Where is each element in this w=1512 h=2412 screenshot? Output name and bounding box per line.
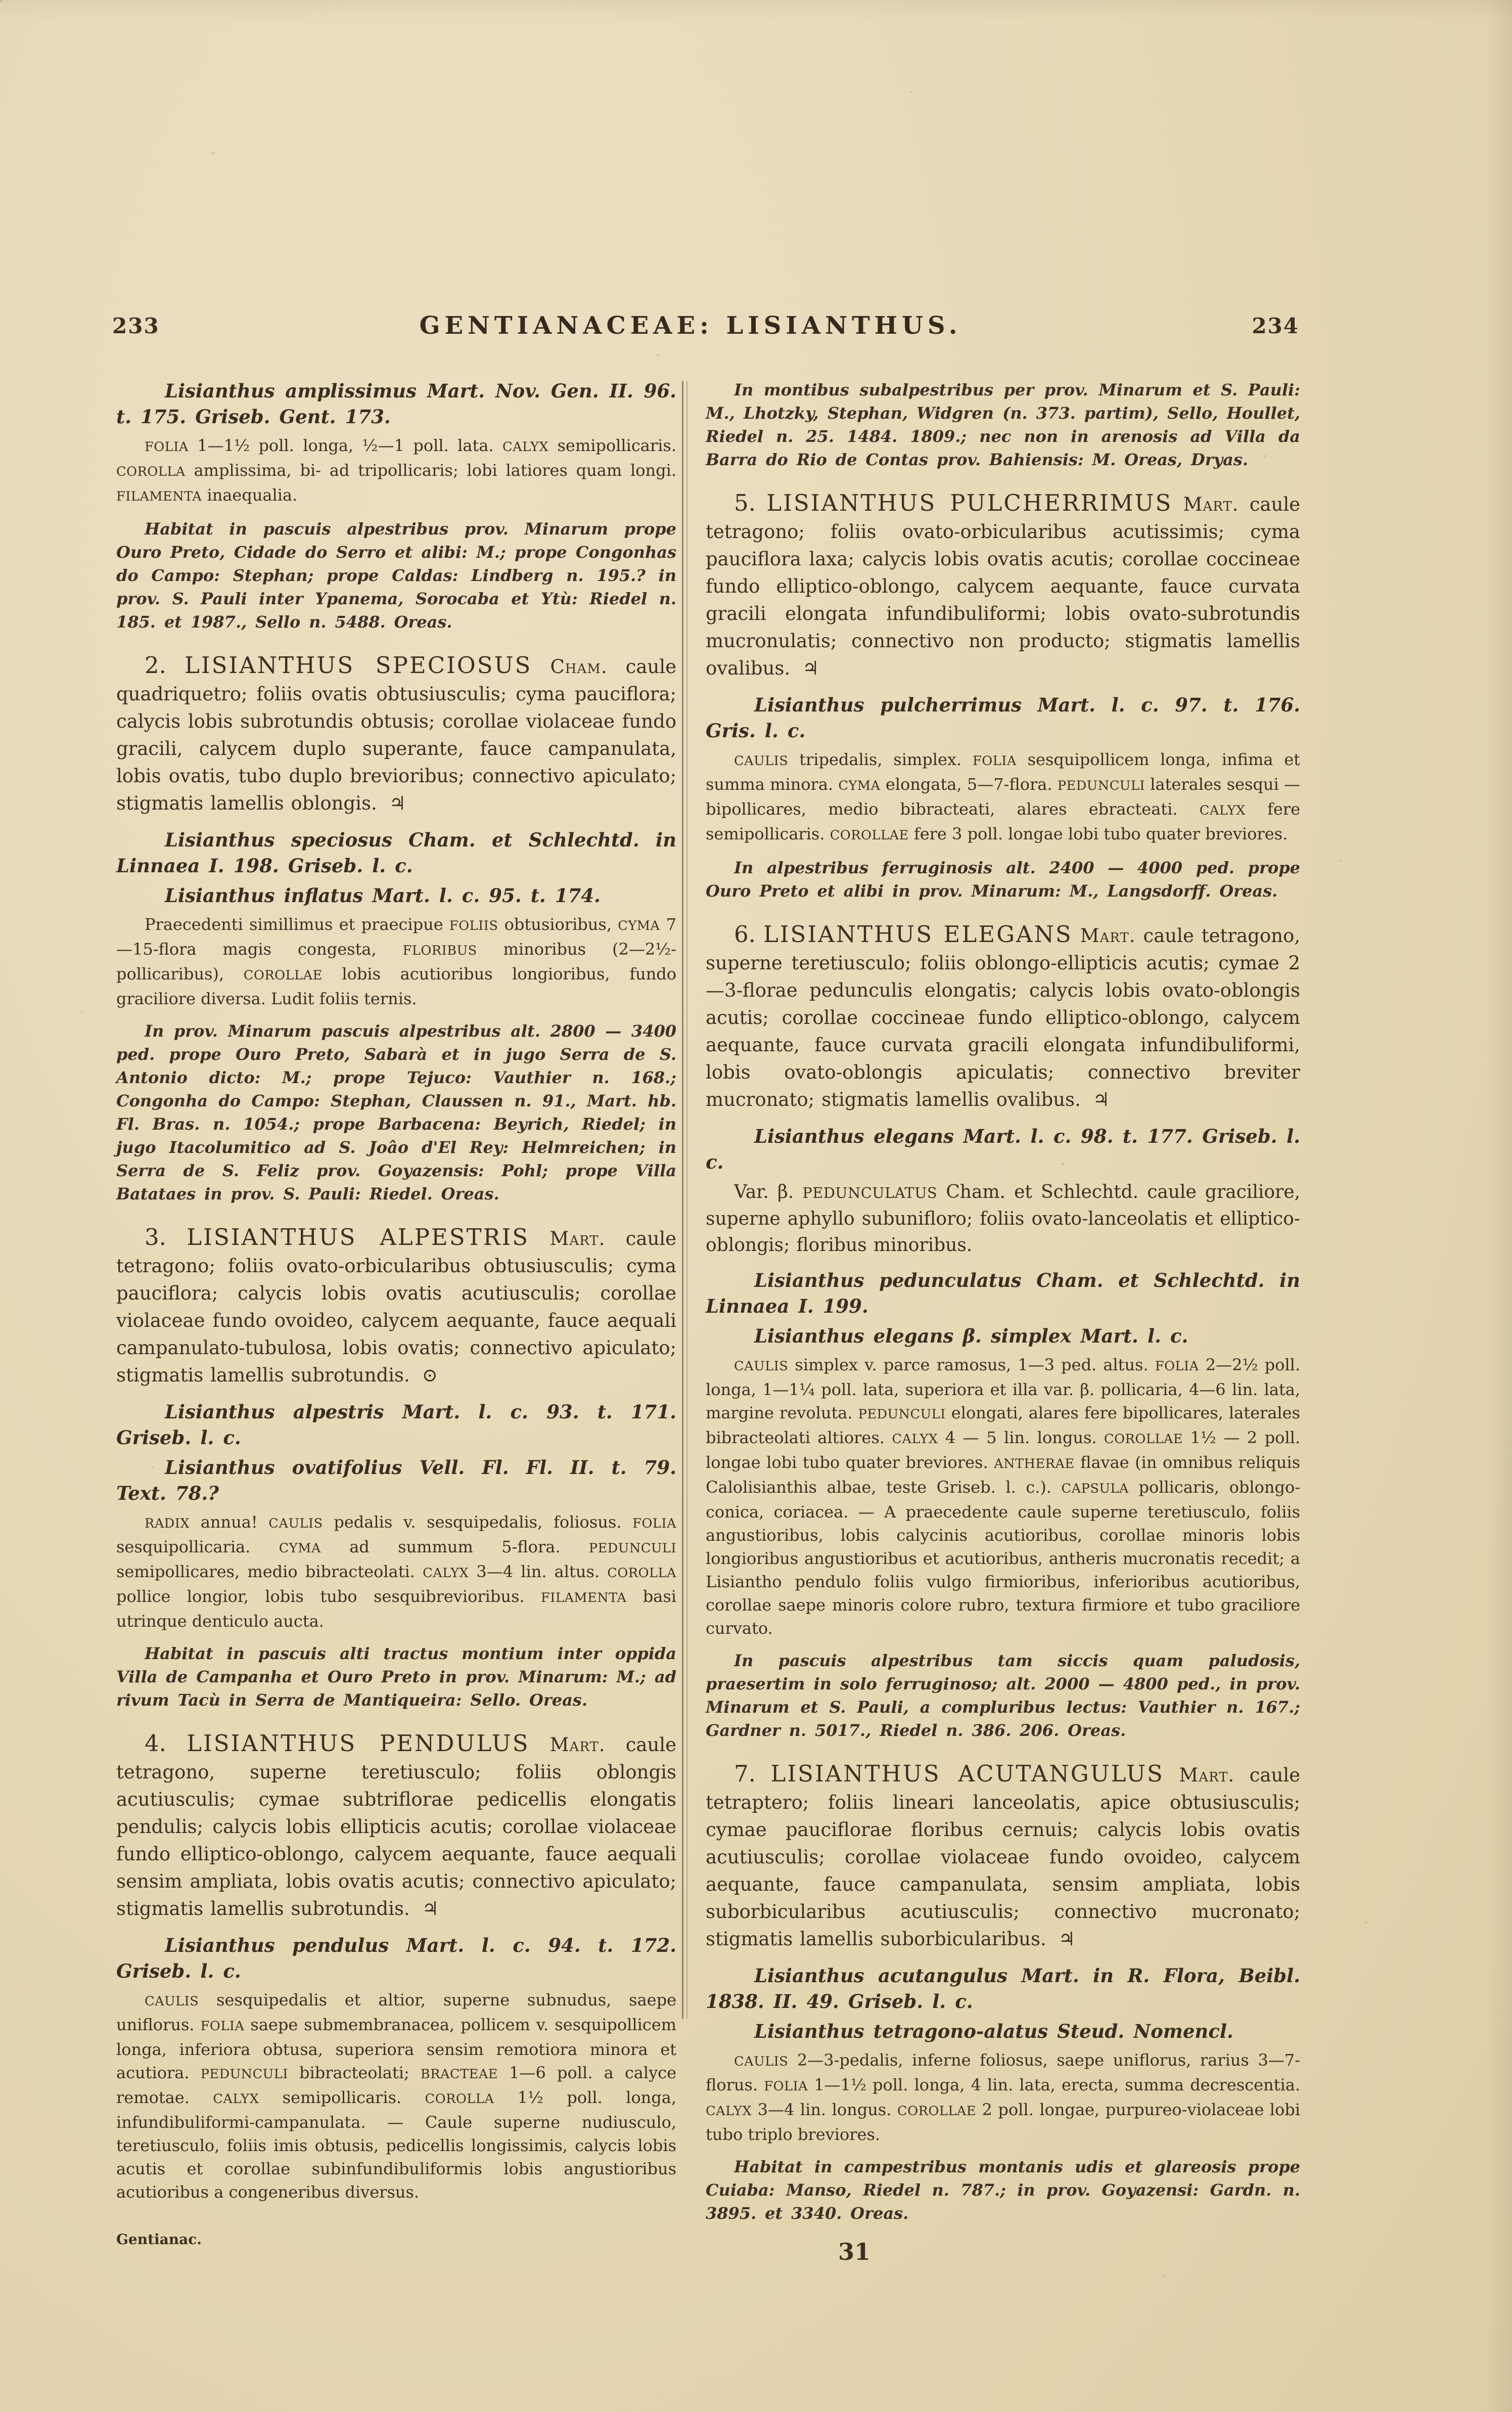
scan-edge-shadow bbox=[1477, 0, 1512, 2412]
small-caps-term: FOLIA bbox=[1155, 1359, 1199, 1374]
synonym-reference: Lisianthus elegans Mart. l. c. 98. t. 177. Griseb. l. c. bbox=[706, 1125, 1300, 1173]
small-caps-term: CYMA bbox=[618, 918, 660, 933]
synonym-reference: Lisianthus speciosus Cham. et Schlechtd. in Linnaea I. 198. Griseb. l. c. bbox=[116, 829, 676, 877]
small-caps-term: COROLLA bbox=[116, 464, 186, 479]
description-paragraph: FOLIA 1—1½ poll. longa, ½—1 poll. lata. CALYX semipollicaris. COROLLA amplissima, bi- ad tripollicaris; lobi latiores quam longi. FILAMENTA inaequalia. bbox=[116, 436, 677, 505]
species-heading bbox=[116, 1224, 676, 1389]
synonym-reference: Lisianthus elegans β. simplex Mart. l. c. bbox=[754, 1325, 1188, 1347]
synonym-reference: Lisianthus pulcherrimus Mart. l. c. 97. t. 176. Gris. l. c. bbox=[706, 694, 1300, 742]
small-caps-term: CYMA bbox=[279, 1541, 321, 1556]
sp-num: 5. bbox=[734, 489, 756, 516]
right-text-column bbox=[706, 378, 1300, 2265]
left-text-column bbox=[116, 378, 676, 2248]
species-heading bbox=[706, 921, 1300, 1113]
small-caps-term: PEDUNCULI bbox=[1057, 778, 1145, 793]
synonym-reference: Lisianthus tetragono-alatus Steud. Nomencl. bbox=[754, 2020, 1233, 2042]
small-caps-term: COROLLA bbox=[607, 1566, 677, 1581]
habitat-paragraph: Habitat in pascuis alti tractus montium inter oppida Villa de Campanha et Ouro Preto in prov. Minarum: M.; ad rivum Tacù in Serra de Mantiqueira: Sello. Oreas. bbox=[116, 1644, 676, 1710]
sp-text: caule tetragono; foliis ovato-orbicularibus acutissimis; cyma pauciflora laxa; calycis lobis ovatis acutis; corollae coccineae fundo elliptico-oblongo, calycem aequante, fauce curvata gracili elongata infundibuliformi; lobis ovato-subrotundis mucronulatis; connectivo non producto; stigmatis lamellis ovalibus. bbox=[706, 494, 1301, 679]
species-heading bbox=[116, 652, 676, 817]
small-caps-term: FOLIIS bbox=[449, 918, 498, 933]
signature-abbreviation: Gentianac. bbox=[116, 2231, 202, 2248]
sp-num: 3. bbox=[145, 1224, 166, 1250]
synonym-reference: Lisianthus pendulus Mart. l. c. 94. t. 172. Griseb. l. c. bbox=[116, 1934, 676, 1982]
sp-name: LISIANTHUS PENDULUS bbox=[187, 1730, 530, 1757]
sp-symbol: ⊙ bbox=[422, 1364, 438, 1386]
habitat-paragraph: Habitat in campestribus montanis udis et glareosis prope Cuiaba: Manso, Riedel n. 787.; in prov. Goyazensi: Gardn. n. 3895. et 3340. Oreas. bbox=[706, 2157, 1300, 2223]
sp-author: Mart. bbox=[549, 1734, 606, 1756]
sp-symbol: ♃ bbox=[802, 657, 819, 679]
sp-author: Mart. bbox=[549, 1228, 606, 1249]
small-caps-term: FLORIBUS bbox=[402, 943, 477, 958]
sp-author: Mart. bbox=[1183, 494, 1239, 515]
habitat-paragraph: In alpestribus ferruginosis alt. 2400 — 4000 ped. prope Ouro Preto et alibi in prov. Minarum: M., Langsdorff. Oreas. bbox=[706, 858, 1300, 901]
small-caps-term: CALYX bbox=[423, 1566, 469, 1581]
sp-author: Mart. bbox=[1179, 1764, 1235, 1786]
sp-symbol: ♃ bbox=[422, 1898, 439, 1919]
small-caps-term: COROLLAE bbox=[897, 2104, 976, 2119]
small-caps-term: COROLLAE bbox=[1104, 1432, 1183, 1447]
sp-author: Cham. bbox=[550, 656, 608, 678]
sp-symbol: ♃ bbox=[1092, 1089, 1110, 1110]
sp-text: caule tetragono, superne teretiusculo; foliis oblongo-ellipticis acutis; cymae 2—3-florae pedunculis elongatis; calycis lobis ovato-oblongis acutis; corollae coccineae fundo elliptico-oblongo, calycem aequante, fauce curvata gracili elongata infundibuliformi, lobis ovato-oblongis apiculatis; connectivo breviter mucronato; stigmatis lamellis ovalibus. bbox=[706, 925, 1300, 1110]
synonym-reference: Lisianthus inflatus Mart. l. c. 95. t. 174. bbox=[165, 884, 601, 907]
synonym-reference: Lisianthus amplissimus Mart. Nov. Gen. II. 96. t. 175. Griseb. Gent. 173. bbox=[116, 380, 676, 428]
small-caps-term: FOLIA bbox=[145, 439, 189, 455]
paper-speckles bbox=[0, 0, 2, 2]
small-caps-term: FOLIA bbox=[764, 2079, 808, 2094]
description-paragraph: CAULIS sesquipedalis et altior, superne subnudus, saepe uniflorus. FOLIA saepe submembranacea, pollicem v. sesquipollicem longa, inferiora obtusa, superiora sensim remotiora minora et acutiora. PEDUNCULI bibracteolati; BRACTEAE 1—6 poll. a calyce remotae. CALYX semipollicaris. COROLLA 1½ poll. longa, infundibuliformi-campanulata. — Caule superne nudiusculo, teretiusculo, foliis imis obtusis, pedicellis longissimis, calycis lobis acutis et corollae subinfundibuliformis lobis angustioribus acutioribus a congeneribus diversus. bbox=[116, 1990, 677, 2202]
sp-name: LISIANTHUS ALPESTRIS bbox=[187, 1224, 530, 1250]
scan-top-shadow bbox=[0, 0, 1512, 20]
species-heading bbox=[706, 489, 1300, 682]
synonym-reference: Lisianthus alpestris Mart. l. c. 93. t. 171. Griseb. l. c. bbox=[116, 1401, 676, 1449]
running-title: GENTIANACEAE: LISIANTHUS. bbox=[419, 311, 962, 340]
habitat-paragraph: In prov. Minarum pascuis alpestribus alt. 2800 — 3400 ped. prope Ouro Preto, Sabarà et in jugo Serra de S. Antonio dicto: M.; prope Tejuco: Vauthier n. 168.; Congonha do Campo: Stephan, Claussen n. 91., Mart. hb. Fl. Bras. n. 1054.; prope Barbacena: Beyrich, Riedel; in jugo Itacolumitico ad S. Joâo d'El Rey: Helmreichen; in Serra de S. Feliz prov. Goyazensis: Pohl; prope Villa Batataes in prov. S. Pauli: Riedel. Oreas. bbox=[116, 1021, 676, 1203]
small-caps-term: COROLLAE bbox=[243, 968, 323, 983]
description-paragraph: CAULIS tripedalis, simplex. FOLIA sesquipollicem longa, infima et summa minora. CYMA elongata, 5—7-flora. PEDUNCULI laterales sesqui — bipollicares, medio bibracteati, alares ebracteati. CALYX fere semipollicaris. COROLLAE fere 3 poll. longae lobi tubo quater breviores. bbox=[706, 750, 1301, 843]
sp-text: caule tetraptero; foliis lineari lanceolatis, apice obtusiusculis; cymae pauciflorae floribus cernuis; calycis lobis ovatis acutiusculis; corollae violaceae fundo ovoideo, calycem aequante, fauce campanulata, sensim ampliata, lobis suborbicularibus acutiusculis; connectivo mucronato; stigmatis lamellis suborbicularibus. bbox=[706, 1764, 1300, 1950]
small-caps-term: FOLIA bbox=[200, 2019, 245, 2034]
description-paragraph: CAULIS simplex v. parce ramosus, 1—3 ped. altus. FOLIA 2—2½ poll. longa, 1—1¼ poll. lata, superiora et illa var. β. pollicaria, 4—6 lin. lata, margine revoluta. PEDUNCULI elongati, alares fere bipollicares, laterales bibracteolati altiores. CALYX 4 — 5 lin. longus. COROLLAE 1½ — 2 poll. longae lobi tubo quater breviores. ANTHERAE flavae (in omnibus reliquis Calolisianthis albae, teste Griseb. l. c.). CAPSULA pollicaris, oblongo-conica, coriacea. — A praecedente caule superne teretiusculo, foliis angustioribus, lobis calycinis acutioribus, corollae minoris lobis longioribus angustioribus et acutioribus, antheris mucronatis recedit; a Lisiantho pendulo foliis vulgo firmioribus, inferioribus acutioribus, corollae saepe minoris colore rubro, textura firmiore et tubo graciliore curvato. bbox=[706, 1355, 1301, 1638]
small-caps-term: CALYX bbox=[892, 1432, 938, 1447]
small-caps-term: CAULIS bbox=[268, 1516, 323, 1531]
sp-author: Mart. bbox=[1080, 925, 1136, 947]
synonym-reference: Lisianthus acutangulus Mart. in R. Flora, Beibl. 1838. II. 49. Griseb. l. c. bbox=[706, 1964, 1300, 2013]
sp-num: 7. bbox=[734, 1760, 756, 1787]
sp-name: LISIANTHUS ACUTANGULUS bbox=[770, 1760, 1164, 1787]
small-caps-term: BRACTEAE bbox=[420, 2067, 498, 2082]
sp-name: LISIANTHUS SPECIOSUS bbox=[185, 652, 532, 679]
synonym-reference: Lisianthus ovatifolius Vell. Fl. Fl. II. t. 79. Text. 78.? bbox=[116, 1456, 676, 1504]
page-number-right: 234 bbox=[1252, 314, 1299, 338]
sp-symbol: ♃ bbox=[389, 792, 406, 814]
synonym-reference: Lisianthus pedunculatus Cham. et Schlechtd. in Linnaea I. 199. bbox=[706, 1269, 1300, 1317]
sheet-number: 31 bbox=[838, 2238, 871, 2265]
small-caps-term: RADIX bbox=[145, 1516, 190, 1531]
sp-symbol: ♃ bbox=[1058, 1928, 1075, 1950]
small-caps-term: CALYX bbox=[213, 2091, 259, 2107]
small-caps-term: CALYX bbox=[706, 2104, 752, 2119]
sp-num: 2. bbox=[145, 652, 166, 679]
sp-num: 4. bbox=[145, 1730, 166, 1757]
habitat-paragraph: In pascuis alpestribus tam siccis quam paludosis, praesertim in solo ferruginoso; alt. 2000 — 4800 ped., in prov. Minarum et S. Pauli, a compluribus lectus: Vauthier n. 167.; Gardner n. 5017., Riedel n. 386. 206. Oreas. bbox=[706, 1651, 1300, 1740]
page-number-left: 233 bbox=[112, 314, 160, 338]
description-paragraph: CAULIS 2—3-pedalis, inferne foliosus, saepe uniflorus, rarius 3—7-florus. FOLIA 1—1½ poll. longa, 4 lin. lata, erecta, summa decrescentia. CALYX 3—4 lin. longus. COROLLAE 2 poll. longae, purpureo-violaceae lobi tubo triplo breviores. bbox=[706, 2050, 1301, 2144]
small-caps-term: COROLLA bbox=[425, 2091, 494, 2107]
sp-text: caule quadriquetro; foliis ovatis obtusiusculis; cyma pauciflora; calycis lobis subrotundis obtusis; corollae violaceae fundo gracili, calycem duplo superante, fauce campanulata, lobis ovatis, tubo duplo brevioribus; connectivo apiculato; stigmatis lamellis oblongis. bbox=[116, 656, 677, 814]
sp-text: caule tetragono, superne teretiusculo; foliis oblongis acutiusculis; cymae subtriflorae pedicellis elongatis pendulis; calycis lobis ellipticis acutis; corollae violaceae fundo elliptico-oblongo, calycem aequante, fauce aequali sensim ampliata, lobis ovatis acutis; connectivo apiculato; stigmatis lamellis subrotundis. bbox=[116, 1734, 677, 1919]
small-caps-term: CAULIS bbox=[734, 2054, 789, 2069]
sp-name: LISIANTHUS ELEGANS bbox=[763, 921, 1073, 948]
sp-num: 6. bbox=[734, 921, 756, 948]
variety-paragraph: Var. β. PEDUNCULATUS Cham. et Schlechtd. caule graciliore, superne aphyllo subunifloro; foliis ovato-lanceolatis et elliptico-oblongis; floribus minoribus. bbox=[706, 1182, 1300, 1256]
small-caps-term: CALYX bbox=[502, 439, 549, 455]
small-caps-term: CAULIS bbox=[734, 1359, 789, 1374]
small-caps-term: CAULIS bbox=[734, 753, 789, 769]
small-caps-term: PEDUNCULATUS bbox=[802, 1184, 938, 1201]
small-caps-term: PEDUNCULI bbox=[588, 1541, 677, 1556]
small-caps-term: FOLIA bbox=[632, 1516, 677, 1531]
small-caps-term: FOLIA bbox=[972, 753, 1017, 769]
sp-name: LISIANTHUS PULCHERRIMUS bbox=[766, 489, 1173, 516]
small-caps-term: CALYX bbox=[1199, 803, 1246, 818]
small-caps-term: CYMA bbox=[838, 778, 881, 793]
small-caps-term: FILAMENTA bbox=[116, 489, 202, 504]
small-caps-term: FILAMENTA bbox=[541, 1590, 627, 1605]
small-caps-term: CAULIS bbox=[145, 1994, 199, 2009]
habitat-paragraph: In montibus subalpestribus per prov. Minarum et S. Pauli: M., Lhotzky, Stephan, Widgren (n. 373. partim), Sello, Houllet, Riedel n. 25. 1484. 1809.; nec non in arenosis ad Villa da Barra do Rio de Contas prov. Bahiensis: M. Oreas, Dryas. bbox=[706, 380, 1300, 469]
small-caps-term: PEDUNCULI bbox=[200, 2067, 288, 2082]
small-caps-term: COROLLAE bbox=[830, 828, 909, 843]
small-caps-term: ANTHERAE bbox=[994, 1456, 1075, 1471]
description-paragraph: Praecedenti simillimus et praecipue FOLIIS obtusioribus, CYMA 7—15-flora magis congesta, FLORIBUS minoribus (2—2½-pollicaribus), COROLLAE lobis acutioribus longioribus, fundo graciliore diversa. Ludit foliis ternis. bbox=[116, 915, 677, 1008]
species-heading bbox=[116, 1730, 676, 1923]
species-heading bbox=[706, 1760, 1300, 1953]
description-paragraph: RADIX annua! CAULIS pedalis v. sesquipedalis, foliosus. FOLIA sesquipollicaria. CYMA ad summum 5-flora. PEDUNCULI semipollicares, medio bibracteolati. CALYX 3—4 lin. altus. COROLLA pollice longior, lobis tubo sesquibrevioribus. FILAMENTA basi utrinque denticulo aucta. bbox=[116, 1512, 677, 1631]
small-caps-term: CAPSULA bbox=[1061, 1481, 1129, 1496]
habitat-paragraph: Habitat in pascuis alpestribus prov. Minarum prope Ouro Preto, Cidade do Serro et alibi: M.; prope Congonhas do Campo: Stephan; prope Caldas: Lindberg n. 195.? in prov. S. Pauli inter Ypanema, Sorocaba et Ytù: Riedel n. 185. et 1987., Sello n. 5488. Oreas. bbox=[116, 519, 676, 632]
sp-text: caule tetragono; foliis ovato-orbicularibus obtusiusculis; cyma pauciflora; calycis lobis ovatis acutiusculis; corollae violaceae fundo ovoideo, calycem aequante, fauce aequali campanulato-tubulosa, lobis ovatis; connectivo apiculato; stigmatis lamellis subrotundis. bbox=[116, 1228, 677, 1386]
small-caps-term: PEDUNCULI bbox=[858, 1407, 946, 1422]
column-divider-rule bbox=[682, 381, 688, 2019]
